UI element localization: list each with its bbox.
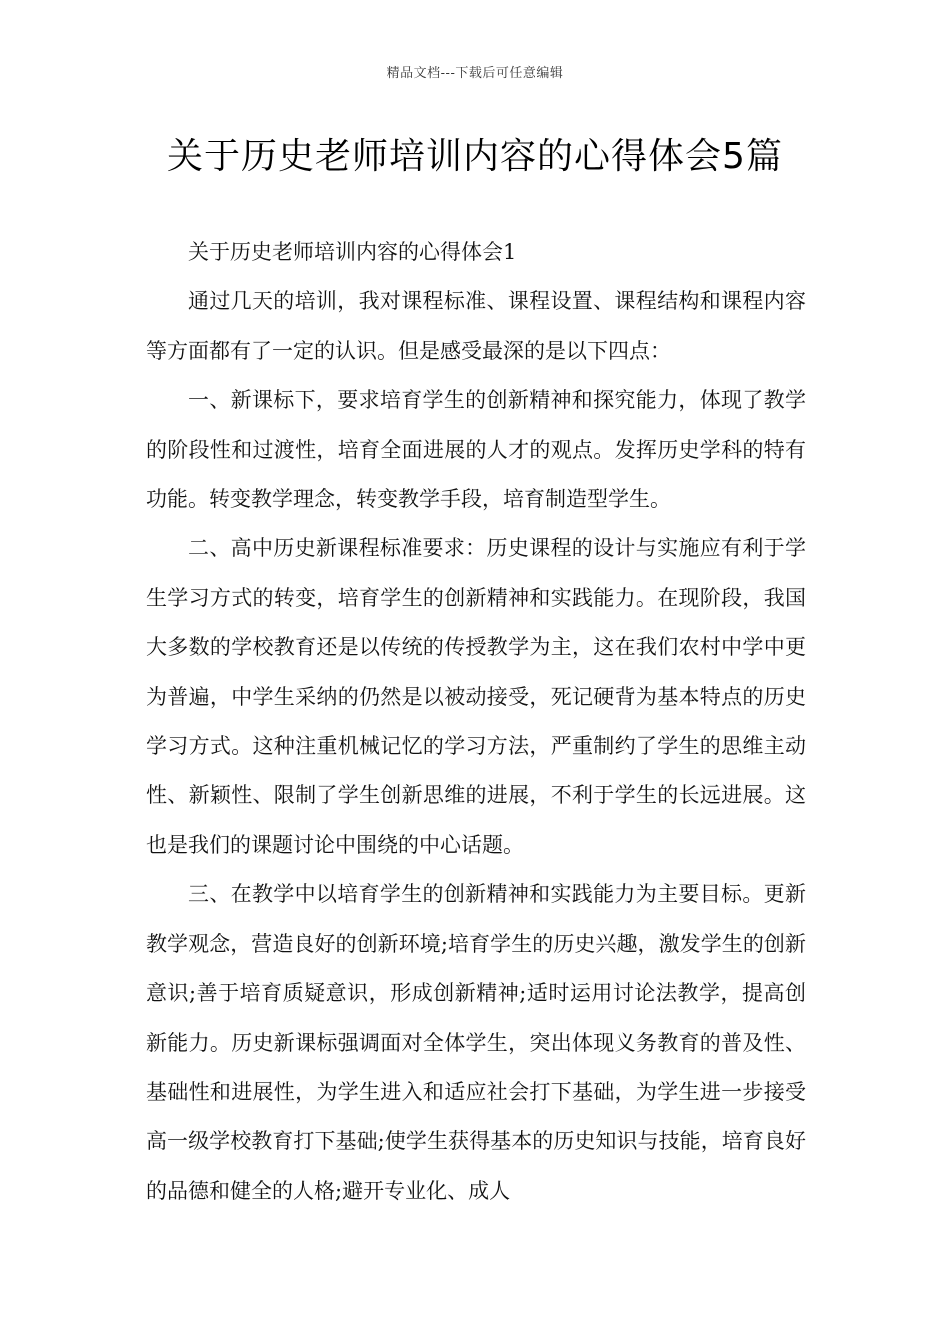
paragraph-point-three: 三、在教学中以培育学生的创新精神和实践能力为主要目标。更新教学观念，营造良好的创新环境;培育学生的历史兴趣，激发学生的创新意识;善于培育质疑意识，形成创新精神;适时运用讨论法教学，提高创新能力。历史新课标强调面对全体学生，突出体现义务教育的普及性、基础性和进展性，为学生进入和适应社会打下基础，为学生进一步接受高一级学校教育打下基础;使学生获得基本的历史知识与技能，培育良好的品德和健全的人格;避开专业化、成人 [146,882,806,1203]
section-heading: 关于历史老师培训内容的心得体会1 [188,240,517,264]
document-title: 关于历史老师培训内容的心得体会5篇 [167,136,783,177]
header-note: 精品文档---下载后可任意编辑 [386,66,564,81]
paragraph-point-two: 二、高中历史新课程标准要求：历史课程的设计与实施应有利于学生学习方式的转变，培育学生的创新精神和实践能力。在现阶段，我国大多数的学校教育还是以传统的传授教学为主，这在我们农村中学中更为普遍，中学生采纳的仍然是以被动接受，死记硬背为基本特点的历史学习方式。这种注重机械记忆的学习方法，严重制约了学生的思维主动性、新颖性、限制了学生创新思维的进展，不利于学生的长远进展。这也是我们的课题讨论中围绕的中心话题。 [146,536,806,857]
paragraph-intro: 通过几天的培训，我对课程标准、课程设置、课程结构和课程内容等方面都有了一定的认识。但是感受最深的是以下四点： [146,289,806,363]
paragraph-point-one: 一、新课标下，要求培育学生的创新精神和探究能力，体现了教学的阶段性和过渡性，培育全面进展的人才的观点。发挥历史学科的特有功能。转变教学理念，转变教学手段，培育制造型学生。 [146,388,806,512]
document-body [146,228,806,1216]
